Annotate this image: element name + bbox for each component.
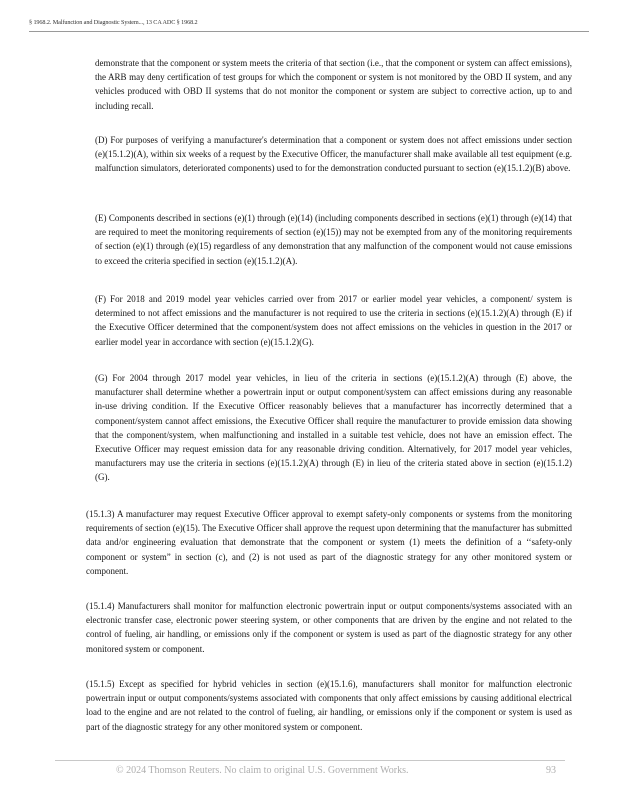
paragraph-d: (D) For purposes of verifying a manufacturer's determination that a component or system does not affect emissions under section (e)(15.1.2)(A), within six weeks of a request by the Executive Officer, the manufacturer shall make available all test equipment (e.g. malfunction simulators, deteriorated components) used to for the demonstration conducted pursuant to section (e)(15.1.2)(B) above. — [95, 135, 572, 174]
header-divider — [29, 31, 589, 32]
paragraph-e: (E) Components described in sections (e)(1) through (e)(14) (including components described in sections (e)(1) through (e)(14) that are required to meet the monitoring requirements of section (e)(15)) may not be exempted from any of the monitoring requirements of section (e)(1) through (e)(15) regardless of any demonstration that any malfunction of the component would not cause emissions to exceed the criteria specified in section (e)(15.1.2)(A). — [95, 213, 572, 266]
page-number: 93 — [546, 765, 556, 776]
footer-divider — [55, 760, 565, 761]
paragraph-g: (G) For 2004 through 2017 model year vehicles, in lieu of the criteria in sections (e)(15.1.2)(A) through (E) above, the manufacturer shall determine whether a powertrain input or output component/system can affect emissions during any reasonable in-use driving condition. If the Executive Officer reasonably believes that a manufacturer has incorrectly determined that a component/system cannot affect emissions, the Executive Officer shall require the manufacturer to provide emission data showing that the component/system, when malfunctioning and installed in a suitable test vehicle, does not have an emission effect. The Executive Officer may request emission data for any reasonable driving condition. Alternatively, for 2017 model year vehicles, manufacturers may use the criteria in sections (e)(15.1.2)(A) through (E) in lieu of the criteria stated above in section (e)(15.1.2)(G). — [95, 373, 572, 483]
paragraph-15-1-3: (15.1.3) A manufacturer may request Executive Officer approval to exempt safety-only components or systems from the monitoring requirements of section (e)(15). The Executive Officer shall approve the request upon determining that the manufacturer has submitted data and/or engineering evaluation that demonstrate that the component or system (1) meets the definition of a ‘‘safety-only component or system” in section (c), and (2) is not used as part of the diagnostic strategy for any other monitored system or component. — [86, 509, 572, 576]
paragraph-f: (F) For 2018 and 2019 model year vehicles carried over from 2017 or earlier model year vehicles, a component/ system is determined to not affect emissions and the manufacturer is not required to use the criteria in sections (e)(15.1.2)(A) through (E) if the Executive Officer determined that the component/system does not affect emissions on the vehicles in question in the 2017 or earlier model year in accordance with section (e)(15.1.2)(G). — [95, 294, 572, 347]
copyright-notice: © 2024 Thomson Reuters. No claim to original U.S. Government Works. — [116, 765, 409, 776]
paragraph-continuation: demonstrate that the component or system meets the criteria of that section (i.e., that the component or system can affect emissions), the ARB may deny certification of test groups for which the component or system is not monitored by the OBD II system, and any vehicles produced with OBD II systems that do not monitor the component or system are subject to corrective action, up to and including recall. — [95, 58, 572, 111]
paragraph-15-1-4: (15.1.4) Manufacturers shall monitor for malfunction electronic powertrain input or output components/systems associated with an electronic transfer case, electronic power steering system, or other components that are driven by the engine and not related to the control of fueling, air handling, or emissions only if the component or system is used as part of the diagnostic strategy for any other monitored system or component. — [86, 601, 572, 654]
running-header: § 1968.2. Malfunction and Diagnostic System..., 13 CA ADC § 1968.2 — [29, 19, 198, 26]
paragraph-15-1-5: (15.1.5) Except as specified for hybrid vehicles in section (e)(15.1.6), manufacturers shall monitor for malfunction electronic powertrain input or output components/systems associated with components that only affect emissions by causing additional electrical load to the engine and are not related to the control of fueling, air handling, or emissions only if the component or system is used as part of the diagnostic strategy for any other monitored system or component. — [86, 679, 572, 732]
